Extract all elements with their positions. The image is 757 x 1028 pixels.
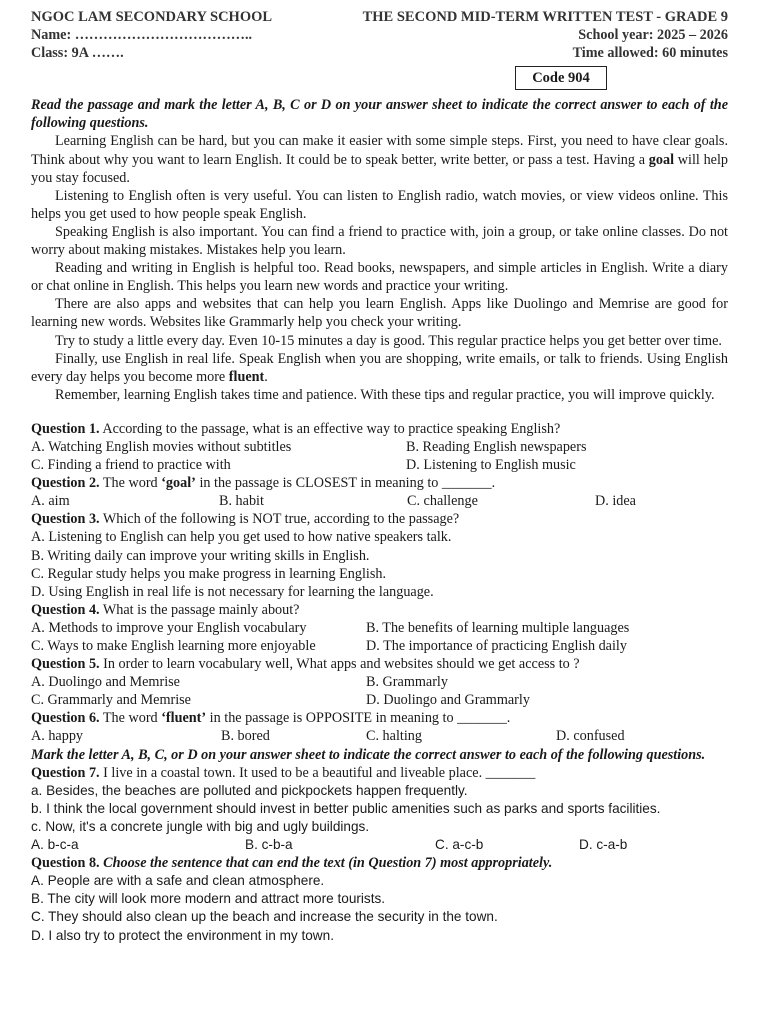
option-c[interactable]: C. Finding a friend to practice with bbox=[31, 457, 231, 474]
option-c[interactable]: C. They should also clean up the beach and increase the security in the town. bbox=[31, 909, 498, 925]
passage-paragraph-6: Try to study a little every day. Even 10-15 minutes a day is good. This regular practice helps you get better over time. bbox=[55, 332, 722, 349]
option-d[interactable]: D. The importance of practicing English daily bbox=[366, 638, 627, 654]
question-3 bbox=[31, 510, 728, 600]
option-b[interactable]: B. bored bbox=[221, 728, 270, 745]
passage-paragraph-5: There are also apps and websites that can help you learn English. Apps like Duolingo and Memrise are good for learning new words. Websites like Grammarly help you check your writing. bbox=[31, 296, 728, 331]
class-line: Class: 9A ……. bbox=[31, 45, 124, 62]
option-b[interactable]: B. Reading English newspapers bbox=[406, 438, 587, 455]
header-row-1 bbox=[31, 8, 728, 26]
question-stem: Question 2. The word ‘goal’ in the passage is CLOSEST in meaning to _______. bbox=[31, 475, 496, 492]
header-row-2 bbox=[31, 26, 728, 44]
name-line: Name: ……………………………….. bbox=[31, 27, 253, 44]
test-title: THE SECOND MID-TERM WRITTEN TEST - GRADE 9 bbox=[362, 9, 728, 25]
section2-instruction: Mark the letter A, B, C, or D on your answer sheet to indicate the correct answer to each of the following questions. bbox=[31, 746, 706, 763]
question-6 bbox=[31, 709, 728, 745]
section1-instruction: Read the passage and mark the letter A, B, C or D on your answer sheet to indicate the correct answer to each of the following questions. bbox=[31, 97, 728, 132]
option-b[interactable]: B. Grammarly bbox=[366, 674, 448, 691]
option-a[interactable]: A. aim bbox=[31, 493, 70, 510]
question-stem: Question 1. According to the passage, what is an effective way to practice speaking English? bbox=[31, 420, 561, 437]
question-stem: Question 6. The word ‘fluent’ in the passage is OPPOSITE in meaning to _______. bbox=[31, 710, 511, 727]
question-stem: Question 3. Which of the following is NOT true, according to the passage? bbox=[31, 511, 460, 528]
option-c[interactable]: C. Regular study helps you make progress in learning English. bbox=[31, 565, 387, 582]
option-c[interactable]: C. Ways to make English learning more enjoyable bbox=[31, 638, 316, 654]
option-d[interactable]: D. confused bbox=[556, 728, 625, 745]
option-a[interactable]: A. Duolingo and Memrise bbox=[31, 674, 180, 691]
question-4 bbox=[31, 601, 728, 655]
question-options bbox=[31, 727, 728, 745]
option-a[interactable]: A. People are with a safe and clean atmosphere. bbox=[31, 873, 325, 889]
option-c[interactable]: C. Grammarly and Memrise bbox=[31, 692, 191, 709]
option-b[interactable]: B. The benefits of learning multiple languages bbox=[366, 619, 630, 636]
passage-paragraph-2: Listening to English often is very useful. You can listen to English radio, watch movies, or view videos online. This helps you get used to how people speak English. bbox=[31, 187, 728, 222]
option-a[interactable]: A. Watching English movies without subtitles bbox=[31, 438, 292, 455]
option-c[interactable]: C. challenge bbox=[407, 493, 478, 510]
question-2 bbox=[31, 474, 728, 510]
passage-paragraph-7: Finally, use English in real life. Speak English when you are shopping, write emails, or talk to friends. Using English every day helps you become more fluent. bbox=[31, 350, 728, 385]
exam-page bbox=[31, 8, 728, 945]
exam-code-box: Code 904 bbox=[515, 66, 607, 90]
option-b[interactable]: B. The city will look more modern and attract more tourists. bbox=[31, 891, 386, 907]
question-7 bbox=[31, 764, 728, 854]
question-8 bbox=[31, 854, 728, 944]
question-stem: Question 8. Choose the sentence that can end the text (in Question 7) most appropriately. bbox=[31, 855, 553, 872]
question-options bbox=[31, 619, 728, 655]
question-options bbox=[31, 438, 728, 474]
option-d[interactable]: D. c-a-b bbox=[579, 837, 628, 853]
option-d[interactable]: D. Using English in real life is not necessary for learning the language. bbox=[31, 583, 434, 600]
option-d[interactable]: D. Listening to English music bbox=[406, 457, 576, 474]
option-c[interactable]: C. a-c-b bbox=[435, 837, 484, 853]
question-options bbox=[31, 492, 728, 510]
header-row-3 bbox=[31, 44, 728, 62]
option-b[interactable]: B. habit bbox=[219, 493, 264, 510]
option-d[interactable]: D. Duolingo and Grammarly bbox=[366, 692, 530, 709]
reading-passage bbox=[31, 132, 728, 403]
option-b[interactable]: B. Writing daily can improve your writing skills in English. bbox=[31, 547, 370, 564]
school-year: School year: 2025 – 2026 bbox=[578, 27, 728, 44]
question-stem: Question 5. In order to learn vocabulary well, What apps and websites should we get access to ? bbox=[31, 656, 580, 673]
option-a[interactable]: A. happy bbox=[31, 728, 84, 745]
question-stem: Question 4. What is the passage mainly about? bbox=[31, 601, 300, 618]
school-name: NGOC LAM SECONDARY SCHOOL bbox=[31, 9, 273, 25]
question-5 bbox=[31, 655, 728, 709]
option-a[interactable]: A. b-c-a bbox=[31, 837, 79, 853]
time-allowed: Time allowed: 60 minutes bbox=[572, 45, 728, 62]
option-d[interactable]: D. I also try to protect the environment in my town. bbox=[31, 927, 334, 943]
question-options bbox=[31, 673, 728, 709]
sentence-a: a. Besides, the beaches are polluted and pickpockets happen frequently. bbox=[31, 782, 468, 798]
sentence-c: c. Now, it's a concrete jungle with big and ugly buildings. bbox=[31, 818, 370, 834]
option-a[interactable]: A. Listening to English can help you get used to how native speakers talk. bbox=[31, 529, 452, 546]
keyword-fluent: fluent bbox=[228, 368, 265, 385]
passage-paragraph-1: Learning English can be hard, but you can make it easier with some simple steps. First, you need to have clear goals. Think about why you want to learn English. It could be to speak better, write better, or pass a test. Having a goal will help you stay focused. bbox=[31, 133, 728, 186]
question-1 bbox=[31, 420, 728, 474]
passage-paragraph-4: Reading and writing in English is helpful too. Read books, newspapers, and simple articles in English. Write a diary or chat online in English. This helps you learn new words and practice your writing. bbox=[31, 260, 728, 295]
question-options bbox=[31, 836, 728, 854]
passage-paragraph-3: Speaking English is also important. You can find a friend to practice with, join a group, or take online classes. Do not worry about making mistakes. Mistakes help you learn. bbox=[31, 223, 728, 259]
keyword-goal: goal bbox=[648, 151, 675, 168]
option-c[interactable]: C. halting bbox=[366, 728, 422, 745]
option-a[interactable]: A. Methods to improve your English vocabulary bbox=[31, 619, 307, 636]
option-b[interactable]: B. c-b-a bbox=[245, 837, 293, 853]
option-d[interactable]: D. idea bbox=[595, 493, 636, 510]
sentence-b: b. I think the local government should invest in better public amenities such as parks and sports facilities. bbox=[31, 800, 661, 816]
question-stem: Question 7. I live in a coastal town. It used to be a beautiful and liveable place. _______ bbox=[31, 764, 536, 781]
passage-paragraph-8: Remember, learning English takes time and patience. With these tips and regular practice, you will improve quickly. bbox=[55, 386, 715, 403]
